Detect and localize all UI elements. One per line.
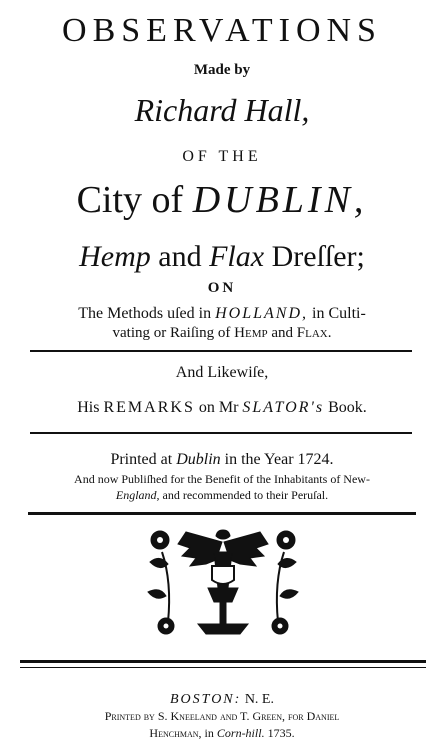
printed-year: in the Year 1724. — [224, 451, 334, 468]
city-line — [0, 178, 444, 222]
boston-word: BOSTON: — [170, 692, 242, 707]
divider-rule-5 — [20, 667, 426, 668]
eagle-figure — [178, 530, 268, 634]
imprint-line-2 — [0, 726, 444, 741]
author-name: Richard Hall, — [134, 92, 310, 128]
imprint-henchman: Henchman, — [149, 726, 202, 740]
remarks-his: His — [77, 399, 100, 416]
left-flower-spray — [148, 531, 174, 634]
methods-text-c: vating or Raiſing of — [112, 325, 231, 341]
divider-rule-1 — [30, 350, 412, 352]
trade-dresser: Dreſſer; — [271, 240, 365, 273]
trade-flax: Flax — [209, 240, 265, 273]
divider-rule-3 — [28, 512, 416, 515]
printed-line — [0, 451, 444, 469]
imprint-in: in — [204, 726, 214, 740]
likewise-line: And Likewiſe, — [175, 364, 269, 381]
methods-and: and — [271, 325, 294, 341]
methods-flax: Flax. — [296, 325, 332, 341]
city-dublin-text: DUBLIN, — [192, 179, 368, 221]
boston-ne: N. E. — [244, 692, 274, 707]
trade-line — [0, 240, 444, 274]
published-line-2 — [0, 488, 444, 503]
remarks-line — [0, 399, 444, 417]
remarks-book: Book. — [328, 399, 367, 416]
methods-hemp: Hemp — [234, 325, 268, 341]
main-title: OBSERVATIONS — [62, 12, 382, 49]
imprint-year: 1735. — [267, 726, 295, 740]
printed-at: Printed at — [110, 451, 173, 468]
published-england: England, — [115, 488, 160, 502]
methods-text-a: The Methods uſed in — [78, 305, 212, 322]
methods-line-2 — [0, 325, 444, 342]
of-the-line: OF THE — [182, 148, 262, 165]
on-line: ON — [207, 280, 237, 296]
trade-hemp: Hemp — [79, 240, 151, 273]
methods-line-1 — [0, 305, 444, 323]
remarks-slator: SLATOR's — [242, 399, 325, 416]
city-of-text: City of — [76, 179, 184, 221]
methods-holland: HOLLAND, — [215, 305, 308, 322]
methods-text-b: in Culti- — [312, 305, 366, 322]
made-by-line: Made by — [193, 62, 251, 78]
remarks-word: REMARKS — [103, 399, 195, 416]
trade-and: and — [158, 240, 202, 273]
remarks-on-mr: on Mr — [198, 399, 239, 416]
published-recommended: and recommended to their Peruſal. — [162, 488, 329, 502]
divider-rule-2 — [30, 432, 412, 434]
published-line-1: And now Publiſhed for the Benefit of the Inhabitants of New- — [74, 472, 370, 486]
right-flower-spray — [272, 531, 298, 634]
printed-dublin: Dublin — [176, 451, 221, 468]
boston-line — [0, 692, 444, 708]
imprint-cornhill: Corn-hill. — [216, 726, 265, 740]
divider-rule-4 — [20, 660, 426, 663]
eagle-crest-ornament-icon — [138, 522, 308, 644]
imprint-line-1: Printed by S. Kneeland and T. Green, for Daniel — [104, 709, 340, 723]
